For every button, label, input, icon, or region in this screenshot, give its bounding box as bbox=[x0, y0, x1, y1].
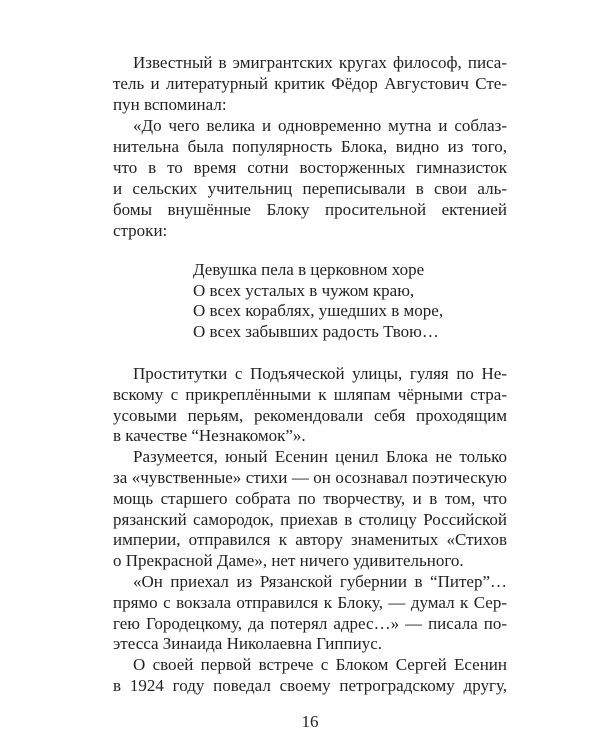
text-line: рязанский самородок, приехав в столицу Российской bbox=[113, 509, 507, 529]
text-line: бомы внушённые Блоку просительной ектенией bbox=[113, 200, 507, 219]
text-line: и сельских учительниц переписывали в свои аль- bbox=[113, 179, 507, 198]
text-line: вскому с прикреплёнными к шляпам чёрными стра- bbox=[113, 384, 507, 404]
poem-line: О всех забывших радость Твою… bbox=[193, 322, 439, 342]
text-line: гею Городецкому, да потерял адрес…» — писала по- bbox=[113, 613, 507, 633]
text-line: в 1924 году поведал своему петроградскому другу, bbox=[113, 675, 507, 695]
poem-quote bbox=[193, 260, 443, 343]
text-line: тель и литературный критик Фёдор Августович Сте- bbox=[113, 74, 507, 93]
text-line: нительна была популярность Блока, видно из того, bbox=[113, 137, 507, 156]
paragraph bbox=[113, 572, 507, 655]
paragraph bbox=[113, 655, 507, 697]
text-line: что в то время сотни восторженных гимназисток bbox=[113, 158, 507, 177]
text-line: Разумеется, юный Есенин ценил Блока не только bbox=[133, 447, 507, 467]
text-line: в качестве “Незнакомок”». bbox=[113, 426, 306, 446]
text-line: империи, отправился к автору знаменитых «Стихов bbox=[113, 530, 507, 550]
paragraph bbox=[113, 447, 507, 572]
text-line: прямо с вокзала отправился к Блоку, — думал к Сер- bbox=[113, 592, 507, 612]
text-line: О своей первой встрече с Блоком Сергей Есенин bbox=[133, 655, 507, 675]
text-line: о Прекрасной Даме», нет ничего удивительного. bbox=[113, 551, 464, 571]
text-line: этесса Зинаида Николаевна Гиппиус. bbox=[113, 634, 382, 654]
poem-line: Девушка пела в церковном хоре bbox=[193, 260, 425, 279]
text-line: строки: bbox=[113, 221, 168, 240]
page-number: 16 bbox=[301, 712, 319, 731]
text-line: пун вспоминал: bbox=[113, 95, 227, 114]
paragraph bbox=[113, 364, 507, 447]
paragraph bbox=[113, 115, 507, 241]
lower-text-block bbox=[113, 364, 507, 697]
poem-line: О всех кораблях, ушедших в море, bbox=[193, 301, 444, 321]
text-line: за «чувственные» стихи — он осознавал поэтическую bbox=[113, 467, 507, 487]
text-line: мощь старшего собрата по творчеству, и в том, что bbox=[113, 488, 507, 508]
upper-text-block bbox=[113, 52, 507, 241]
text-line: Известный в эмигрантских кругах философ, писа- bbox=[133, 53, 507, 72]
paragraph bbox=[113, 52, 507, 115]
text-line: Проститутки с Подъяческой улицы, гуляя по Не- bbox=[133, 364, 507, 383]
text-line: «До чего велика и одновременно мутна и соблаз- bbox=[133, 116, 507, 135]
poem-line: О всех усталых в чужом краю, bbox=[193, 280, 415, 300]
text-line: усовыми перьям, рекомендовали себя проходящим bbox=[113, 405, 507, 425]
text-line: «Он приехал из Рязанской губернии в “Питер”… bbox=[133, 571, 507, 591]
